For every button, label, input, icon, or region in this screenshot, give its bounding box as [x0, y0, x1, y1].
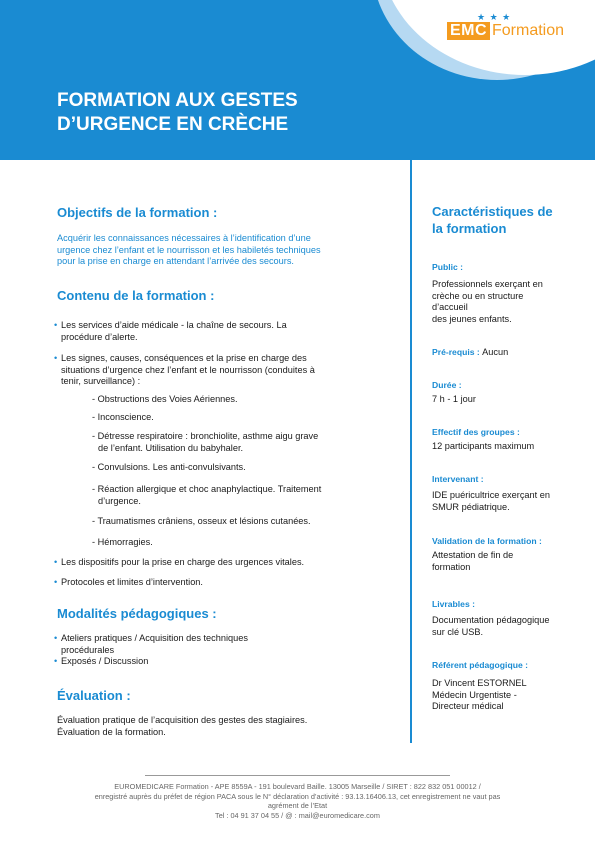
objectifs-text: Acquérir les connaissances nécessaires à l’identification d’une urgence chez l’enfant et le nourrisson et les habiletés techniques pour la prise en charge en attendant l’arrivée des secours. [57, 233, 321, 266]
prerequis-value: Aucun [482, 347, 509, 357]
list-item: • Les signes, causes, conséquences et la prise en charge des situations d’urgence chez l’enfant et le nourrisson (conduites à tenir, surveillance) : [54, 353, 382, 388]
footer-text: EUROMEDICARE Formation - APE 8559A - 191 boulevard Baille. 13005 Marseille / SIRET : 822 832 051 00012 / enregistré auprès du préfet de région PACA sous le N° déclaration d’activité : 93.13.16406.13, cet enregistrement ne vaut pas agrément de l’Etat Tel : 04 91 37 04 55 / @ : mail@euromedicare.com [94, 782, 501, 820]
public-value: Professionnels exerçant en crèche ou en structure d’accueil des jeunes enfants. [432, 279, 543, 324]
header-banner [0, 0, 595, 160]
list-item: • Protocoles et limites d’intervention. [54, 577, 382, 589]
contenu-list [57, 320, 382, 343]
contenu-list [57, 557, 382, 569]
list-item: - Détresse respiratoire : bronchiolite, asthme aigu grave de l’enfant. Utilisation du babyhaler. [92, 431, 319, 453]
effectif-label: Effectif des groupes : [432, 427, 520, 437]
column-divider [410, 160, 412, 743]
livrables-label: Livrables : [432, 599, 475, 609]
list-item: - Traumatismes crâniens, osseux et lésions cutanées. [92, 516, 311, 526]
prerequis-label: Pré-requis : Aucun [432, 347, 509, 357]
emc-formation-logo [447, 12, 587, 42]
list-item: • Exposés / Discussion [54, 656, 382, 668]
stars-icon: ★ ★ ★ [477, 12, 512, 22]
list-item: - Réaction allergique et choc anaphylactique. Traitement d’urgence. [92, 484, 322, 506]
objectifs-heading: Objectifs de la formation : [57, 205, 218, 220]
evaluation-heading: Évaluation : [57, 688, 131, 703]
contenu-heading: Contenu de la formation : [57, 288, 215, 303]
list-item: - Inconscience. [92, 412, 154, 422]
evaluation-text: Évaluation pratique de l’acquisition des gestes des stagiaires. Évaluation de la formation. [57, 715, 308, 737]
referent-value: Dr Vincent ESTORNEL Médecin Urgentiste - Directeur médical [432, 678, 527, 711]
list-item: • Les dispositifs pour la prise en charge des urgences vitales. [54, 557, 382, 569]
duree-value: 7 h - 1 jour [432, 394, 476, 404]
modalites-list [57, 633, 382, 668]
page-title: FORMATION AUX GESTES D’URGENCE EN CRÈCHE [57, 90, 298, 135]
intervenant-value: IDE puéricultrice exerçant en SMUR pédiatrique. [432, 490, 550, 512]
list-item: • Ateliers pratiques / Acquisition des techniques procédurales [54, 633, 382, 656]
intervenant-label: Intervenant : [432, 474, 484, 484]
list-item: - Obstructions des Voies Aériennes. [92, 394, 238, 404]
public-label: Public : [432, 262, 464, 272]
validation-label: Validation de la formation : [432, 536, 542, 546]
logo-formation: Formation [492, 22, 565, 39]
contenu-list [57, 353, 382, 388]
livrables-value: Documentation pédagogique sur clé USB. [432, 615, 550, 637]
duree-label: Durée : [432, 380, 462, 390]
validation-value: Attestation de fin de formation [432, 550, 514, 572]
list-item: - Hémorragies. [92, 537, 153, 547]
list-item: - Convulsions. Les anti-convulsivants. [92, 462, 246, 472]
footer-divider [145, 775, 450, 776]
modalites-heading: Modalités pédagogiques : [57, 606, 217, 621]
referent-label: Référent pédagogique : [432, 660, 528, 670]
logo-emc: EMC [447, 22, 490, 40]
caracteristiques-heading: Caractéristiques de la formation [432, 204, 553, 236]
contenu-list [57, 577, 382, 589]
effectif-value: 12 participants maximum [432, 441, 535, 451]
list-item: • Les services d’aide médicale - la chaîne de secours. La procédure d’alerte. [54, 320, 382, 343]
